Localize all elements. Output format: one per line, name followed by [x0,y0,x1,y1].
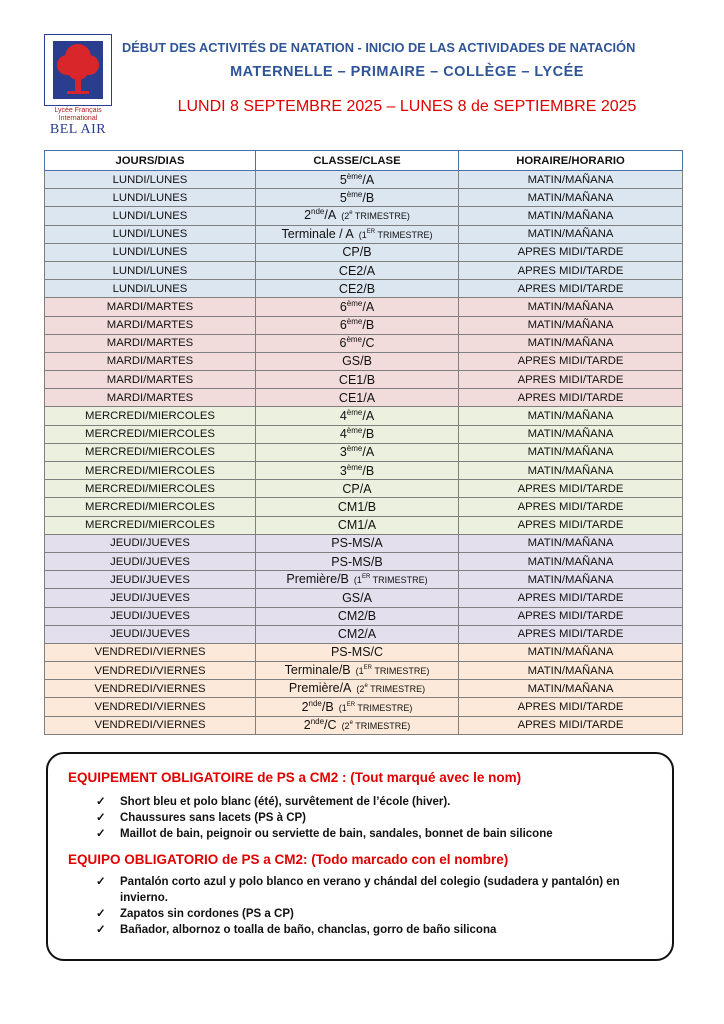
cell-day: MARDI/MARTES [45,334,256,352]
cell-class: 2nde/A (2e TRIMESTRE) [256,207,459,225]
table-row [45,243,683,261]
cell-time: MATIN/MAÑANA [459,552,683,570]
table-row [45,280,683,298]
checkmark-icon: ✓ [96,876,106,888]
table-row [45,316,683,334]
cell-class: CM1/B [256,498,459,516]
cell-class: CP/A [256,480,459,498]
list-item: ✓ Short bleu et polo blanc (été), survêtement de l’école (hiver). [96,796,451,808]
table-row [45,171,683,189]
cell-class: CM2/B [256,607,459,625]
cell-class: Terminale/B (1ER TRIMESTRE) [256,662,459,680]
logo-text-line1: Lycée Français [54,107,102,114]
cell-time: APRES MIDI/TARDE [459,607,683,625]
cell-day: LUNDI/LUNES [45,261,256,279]
cell-day: MARDI/MARTES [45,389,256,407]
cell-day: VENDREDI/VIERNES [45,716,256,734]
cell-day: MARDI/MARTES [45,352,256,370]
cell-day: MERCREDI/MIERCOLES [45,480,256,498]
cell-time: APRES MIDI/TARDE [459,516,683,534]
cell-day: VENDREDI/VIERNES [45,643,256,661]
trimester-note: (1ER TRIMESTRE) [355,665,430,677]
cell-time: APRES MIDI/TARDE [459,698,683,716]
cell-time: MATIN/MAÑANA [459,571,683,589]
table-row [45,462,683,480]
table-row [45,261,683,279]
cell-day: LUNDI/LUNES [45,280,256,298]
cell-class: 2nde/B (1ER TRIMESTRE) [256,698,459,716]
trimester-note: (1ER TRIMESTRE) [353,574,428,586]
logo-text-line2: International [58,115,98,122]
table-row [45,571,683,589]
trimester-note: (1ER TRIMESTRE) [338,701,413,713]
column-header-time: HORAIRE/HORARIO [459,151,683,171]
cell-class: GS/A [256,589,459,607]
cell-time: MATIN/MAÑANA [459,462,683,480]
cell-class: 6ème/B [256,316,459,334]
cell-time: APRES MIDI/TARDE [459,498,683,516]
cell-day: MARDI/MARTES [45,316,256,334]
cell-time: MATIN/MAÑANA [459,643,683,661]
cell-day: JEUDI/JUEVES [45,607,256,625]
equipment-box [46,752,674,961]
header-levels: MATERNELLE – PRIMAIRE – COLLÈGE – LYCÉE [230,64,584,80]
table-row [45,371,683,389]
equipment-title-fr: EQUIPEMENT OBLIGATOIRE de PS a CM2 : (Tout marqué avec le nom) [68,770,522,785]
table-row [45,480,683,498]
cell-time: MATIN/MAÑANA [459,534,683,552]
table-row [45,225,683,243]
cell-day: MERCREDI/MIERCOLES [45,462,256,480]
cell-day: JEUDI/JUEVES [45,534,256,552]
cell-day: LUNDI/LUNES [45,207,256,225]
cell-time: MATIN/MAÑANA [459,425,683,443]
cell-time: MATIN/MAÑANA [459,662,683,680]
checkmark-icon: ✓ [96,908,106,920]
cell-day: MERCREDI/MIERCOLES [45,516,256,534]
cell-time: APRES MIDI/TARDE [459,261,683,279]
checkmark-icon: ✓ [96,812,106,824]
cell-time: APRES MIDI/TARDE [459,243,683,261]
cell-day: MERCREDI/MIERCOLES [45,407,256,425]
cell-day: LUNDI/LUNES [45,225,256,243]
cell-class: Première/B (1ER TRIMESTRE) [256,571,459,589]
trimester-note: (1ER TRIMESTRE) [358,228,433,240]
cell-day: MARDI/MARTES [45,371,256,389]
cell-day: VENDREDI/VIERNES [45,680,256,698]
table-row [45,698,683,716]
table-row [45,716,683,734]
trimester-note: (2e TRIMESTRE) [341,210,410,222]
cell-day: JEUDI/JUEVES [45,552,256,570]
table-row [45,498,683,516]
cell-time: MATIN/MAÑANA [459,171,683,189]
list-item: ✓ Pantalón corto azul y polo blanco en verano y chándal del colegio (sudadera y pantalón) en invierno. [96,876,620,904]
cell-day: MERCREDI/MIERCOLES [45,425,256,443]
logo-text-bel-air: BEL AIR [49,122,107,137]
cell-time: MATIN/MAÑANA [459,443,683,461]
cell-class: Première/A (2e TRIMESTRE) [256,680,459,698]
cell-class: 3ème/B [256,462,459,480]
checkmark-icon: ✓ [96,828,106,840]
cell-time: MATIN/MAÑANA [459,680,683,698]
cell-day: LUNDI/LUNES [45,171,256,189]
table-row [45,443,683,461]
table-row [45,352,683,370]
cell-class: GS/B [256,352,459,370]
school-logo [44,34,112,136]
table-row [45,680,683,698]
cell-class: PS-MS/A [256,534,459,552]
cell-class: PS-MS/C [256,643,459,661]
table-row [45,407,683,425]
column-header-days: JOURS/DIAS [45,151,256,171]
cell-day: VENDREDI/VIERNES [45,662,256,680]
cell-class: 5ème/B [256,189,459,207]
table-row [45,189,683,207]
table-row [45,389,683,407]
trimester-note: (2e TRIMESTRE) [341,719,411,731]
cell-day: LUNDI/LUNES [45,189,256,207]
cell-class: CM1/A [256,516,459,534]
cell-day: JEUDI/JUEVES [45,571,256,589]
cell-time: APRES MIDI/TARDE [459,589,683,607]
list-item: ✓ Maillot de bain, peignoir ou serviette de bain, sandales, bonnet de bain silicone [96,828,553,840]
cell-class: 6ème/A [256,298,459,316]
cell-time: MATIN/MAÑANA [459,334,683,352]
table-row [45,425,683,443]
cell-class: PS-MS/B [256,552,459,570]
list-item: ✓ Bañador, albornoz o toalla de baño, chanclas, gorro de baño silicona [96,924,497,936]
header-date: LUNDI 8 SEPTEMBRE 2025 – LUNES 8 de SEPTIEMBRE 2025 [177,98,637,115]
table-row [45,643,683,661]
cell-day: JEUDI/JUEVES [45,625,256,643]
cell-class: CE2/B [256,280,459,298]
cell-class: CE1/A [256,389,459,407]
cell-class: CP/B [256,243,459,261]
cell-time: APRES MIDI/TARDE [459,716,683,734]
cell-time: APRES MIDI/TARDE [459,480,683,498]
cell-time: MATIN/MAÑANA [459,225,683,243]
table-row [45,516,683,534]
cell-class: 4ème/B [256,425,459,443]
cell-day: JEUDI/JUEVES [45,589,256,607]
equipment-title-es: EQUIPO OBLIGATORIO de PS a CM2: (Todo marcado con el nombre) [68,852,509,867]
schedule-table [44,150,683,735]
column-header-class: CLASSE/CLASE [256,151,459,171]
table-header-row [45,151,683,171]
cell-day: MERCREDI/MIERCOLES [45,443,256,461]
cell-time: MATIN/MAÑANA [459,316,683,334]
cell-class: 5ème/A [256,171,459,189]
cell-class: 2nde/C (2e TRIMESTRE) [256,716,459,734]
table-row [45,552,683,570]
cell-time: APRES MIDI/TARDE [459,389,683,407]
cell-day: VENDREDI/VIERNES [45,698,256,716]
list-item: ✓ Chaussures sans lacets (PS à CP) [96,812,306,824]
cell-class: 4ème/A [256,407,459,425]
cell-class: Terminale / A (1ER TRIMESTRE) [256,225,459,243]
table-row [45,589,683,607]
cell-day: MERCREDI/MIERCOLES [45,498,256,516]
table-row [45,298,683,316]
cell-time: MATIN/MAÑANA [459,207,683,225]
cell-class: 3ème/A [256,443,459,461]
cell-class: CM2/A [256,625,459,643]
checkmark-icon: ✓ [96,924,106,936]
table-row [45,534,683,552]
table-row [45,625,683,643]
cell-day: LUNDI/LUNES [45,243,256,261]
cell-time: MATIN/MAÑANA [459,298,683,316]
list-item: ✓ Zapatos sin cordones (PS a CP) [96,908,294,920]
cell-time: APRES MIDI/TARDE [459,280,683,298]
cell-class: CE2/A [256,261,459,279]
cell-time: MATIN/MAÑANA [459,189,683,207]
header-title: DÉBUT DES ACTIVITÉS DE NATATION - INICIO DE LAS ACTIVIDADES DE NATACIÓN [122,40,636,55]
table-row [45,207,683,225]
cell-time: APRES MIDI/TARDE [459,352,683,370]
table-row [45,607,683,625]
table-row [45,662,683,680]
trimester-note: (2e TRIMESTRE) [356,683,426,695]
cell-day: MARDI/MARTES [45,298,256,316]
cell-class: 6ème/C [256,334,459,352]
cell-class: CE1/B [256,371,459,389]
cell-time: APRES MIDI/TARDE [459,625,683,643]
checkmark-icon: ✓ [96,796,106,808]
cell-time: APRES MIDI/TARDE [459,371,683,389]
tree-logo-icon [44,34,112,106]
table-row [45,334,683,352]
cell-time: MATIN/MAÑANA [459,407,683,425]
